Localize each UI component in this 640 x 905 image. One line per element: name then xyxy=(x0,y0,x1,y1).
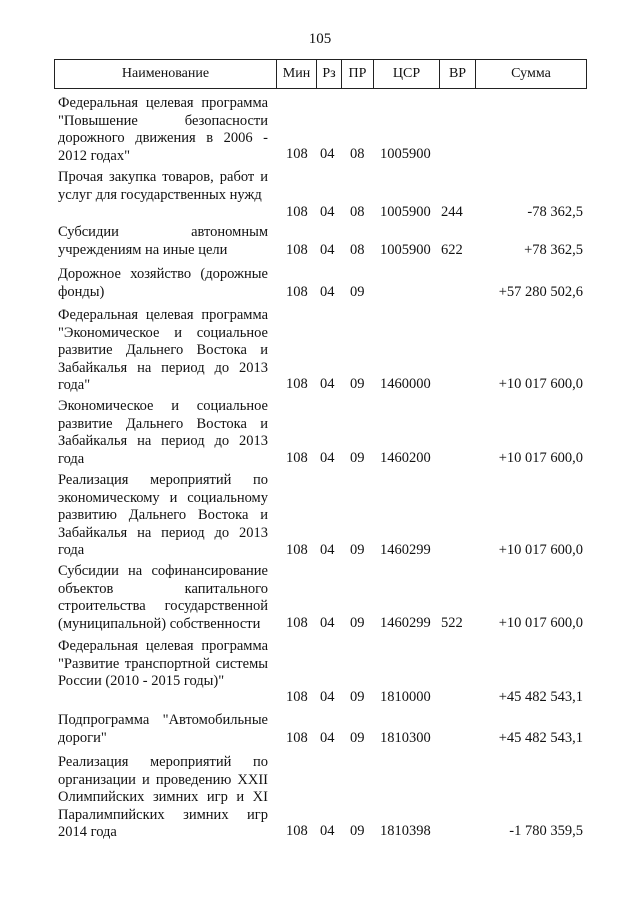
table-row xyxy=(0,563,640,638)
row-sum: +45 482 543,1 xyxy=(498,730,583,746)
row-sum: +10 017 600,0 xyxy=(498,450,583,466)
header-name: Наименование xyxy=(55,60,277,88)
table-row xyxy=(0,754,640,844)
row-rz: 04 xyxy=(320,689,335,705)
row-rz: 04 xyxy=(320,242,335,258)
row-rz: 04 xyxy=(320,204,335,220)
row-name: Субсидии на софинансирование объектов капитального строительства государственной (муниципальной) собственности xyxy=(58,563,268,632)
table-row xyxy=(0,307,640,398)
row-name: Федеральная целевая программа "Экономическое и социальное развитие Дальнего Востока и Забайкалья на период до 2013 года" xyxy=(58,307,268,394)
row-name: Экономическое и социальное развитие Дальнего Востока и Забайкалья на период до 2013 года xyxy=(58,398,268,467)
table-row xyxy=(0,224,640,266)
row-min: 108 xyxy=(286,542,308,558)
table-row xyxy=(0,95,640,169)
header-vr: ВР xyxy=(440,60,476,88)
row-sum: +45 482 543,1 xyxy=(498,689,583,705)
row-csr: 1810300 xyxy=(380,730,431,746)
row-csr: 1005900 xyxy=(380,204,431,220)
row-rz: 04 xyxy=(320,730,335,746)
row-pr: 08 xyxy=(350,204,365,220)
table-body xyxy=(0,95,640,844)
row-pr: 08 xyxy=(350,146,365,162)
header-min: Мин xyxy=(277,60,317,88)
row-min: 108 xyxy=(286,242,308,258)
row-csr: 1810000 xyxy=(380,689,431,705)
row-name: Подпрограмма "Автомобильные дороги" xyxy=(58,712,268,746)
row-min: 108 xyxy=(286,730,308,746)
header-csr: ЦСР xyxy=(374,60,440,88)
row-pr: 09 xyxy=(350,730,365,746)
table-row xyxy=(0,638,640,712)
row-vr: 622 xyxy=(441,242,463,258)
row-min: 108 xyxy=(286,204,308,220)
row-min: 108 xyxy=(286,615,308,631)
row-csr: 1460200 xyxy=(380,450,431,466)
row-min: 108 xyxy=(286,146,308,162)
row-rz: 04 xyxy=(320,146,335,162)
row-pr: 08 xyxy=(350,242,365,258)
row-name: Федеральная целевая программа "Повышение безопасности дорожного движения в 2006 - 2012 годах" xyxy=(58,95,268,164)
row-csr: 1460299 xyxy=(380,542,431,558)
row-rz: 04 xyxy=(320,615,335,631)
row-name: Реализация мероприятий по организации и проведению XXII Олимпийских зимних игр и XI Паралимпийских зимних игр 2014 года xyxy=(58,754,268,841)
row-rz: 04 xyxy=(320,823,335,839)
row-name: Реализация мероприятий по экономическому и социальному развитию Дальнего Востока и Забайкалья на период до 2013 года xyxy=(58,472,268,559)
page-number: 105 xyxy=(308,31,332,47)
row-pr: 09 xyxy=(350,542,365,558)
row-pr: 09 xyxy=(350,823,365,839)
table-row xyxy=(0,398,640,472)
row-sum: -78 362,5 xyxy=(527,204,583,220)
row-sum: +78 362,5 xyxy=(524,242,583,258)
row-sum: +10 017 600,0 xyxy=(498,376,583,392)
row-name: Прочая закупка товаров, работ и услуг для государственных нужд xyxy=(58,169,268,203)
table-row xyxy=(0,169,640,224)
row-min: 108 xyxy=(286,450,308,466)
row-sum: +57 280 502,6 xyxy=(498,284,583,300)
row-pr: 09 xyxy=(350,284,365,300)
header-pr: ПР xyxy=(342,60,374,88)
row-csr: 1810398 xyxy=(380,823,431,839)
header-sum: Сумма xyxy=(511,66,551,81)
row-name: Субсидии автономным учреждениям на иные цели xyxy=(58,224,268,258)
row-pr: 09 xyxy=(350,689,365,705)
row-csr: 1005900 xyxy=(380,242,431,258)
row-sum: -1 780 359,5 xyxy=(509,823,583,839)
row-min: 108 xyxy=(286,284,308,300)
row-rz: 04 xyxy=(320,542,335,558)
table-row xyxy=(0,472,640,563)
row-min: 108 xyxy=(286,823,308,839)
row-min: 108 xyxy=(286,689,308,705)
row-name: Дорожное хозяйство (дорожные фонды) xyxy=(58,266,268,300)
table-header xyxy=(54,59,587,89)
row-min: 108 xyxy=(286,376,308,392)
header-rz: Рз xyxy=(317,60,342,88)
row-rz: 04 xyxy=(320,284,335,300)
row-csr: 1460299 xyxy=(380,615,431,631)
row-name: Федеральная целевая программа "Развитие транспортной системы России (2010 - 2015 годы)" xyxy=(58,638,268,690)
table-row xyxy=(0,712,640,754)
row-vr: 244 xyxy=(441,204,463,220)
row-sum: +10 017 600,0 xyxy=(498,615,583,631)
row-vr: 522 xyxy=(441,615,463,631)
row-pr: 09 xyxy=(350,450,365,466)
table-row xyxy=(0,266,640,307)
row-rz: 04 xyxy=(320,376,335,392)
row-sum: +10 017 600,0 xyxy=(498,542,583,558)
row-pr: 09 xyxy=(350,615,365,631)
row-csr: 1005900 xyxy=(380,146,431,162)
row-pr: 09 xyxy=(350,376,365,392)
row-csr: 1460000 xyxy=(380,376,431,392)
row-rz: 04 xyxy=(320,450,335,466)
